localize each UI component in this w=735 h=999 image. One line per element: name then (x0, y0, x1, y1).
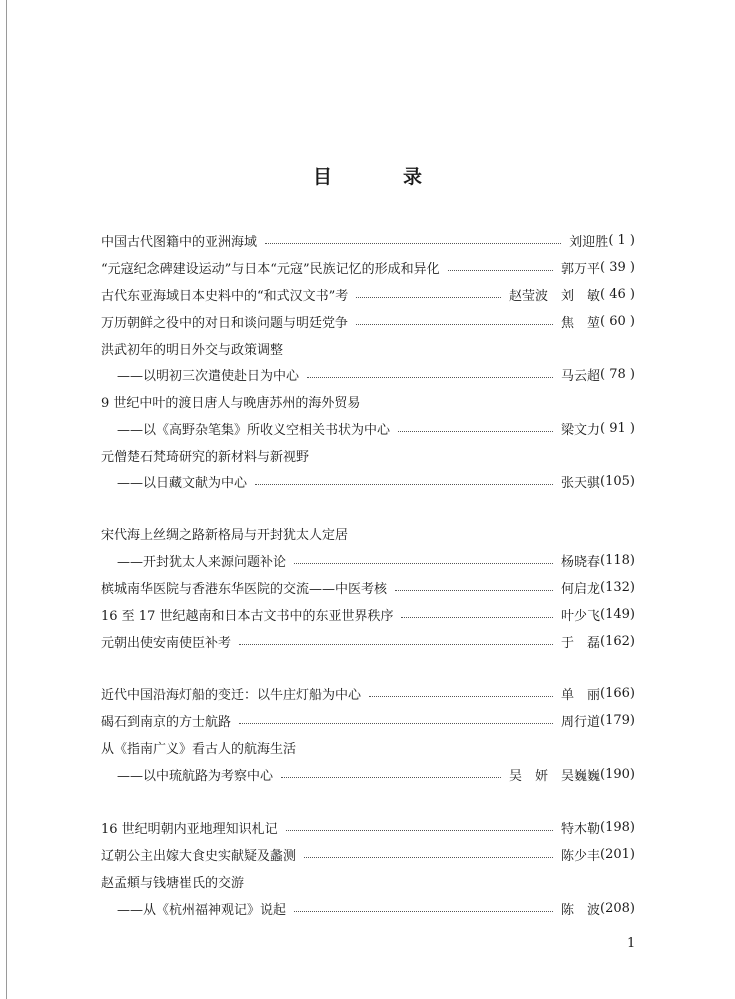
toc-entry (101, 230, 635, 250)
toc-entry (101, 871, 635, 891)
toc-entry-author: 梁文力 (561, 422, 601, 438)
toc-entry-page: (201) (600, 846, 635, 862)
toc-entry-page: ( 78 ) (600, 366, 635, 382)
toc-entry-page: (105) (600, 473, 635, 489)
toc-entry-title: ——以明初三次遣使赴日为中心 (117, 368, 300, 384)
toc-entry-title: 古代东亚海域日本史料中的“和式汉文书”考 (101, 288, 349, 304)
dot-leader (294, 911, 553, 912)
toc-entry-author: 焦 堃 (561, 315, 601, 331)
toc-entry (101, 550, 635, 570)
toc-entry-page: ( 60 ) (600, 313, 635, 329)
toc-entry-author: 马云超 (561, 368, 601, 384)
page-edge-line (6, 0, 7, 999)
toc-entry-page: (166) (600, 685, 635, 701)
toc-entry (101, 338, 635, 358)
toc-entry-title: ——以日藏文献为中心 (117, 475, 248, 491)
toc-entry (101, 764, 635, 784)
toc-entry-title: “元寇纪念碑建设运动”与日本“元寇”民族记忆的形成和异化 (101, 261, 440, 277)
toc-entry (101, 418, 635, 438)
toc-entry (101, 257, 635, 277)
toc-entry (101, 737, 635, 757)
dot-leader (286, 830, 553, 831)
toc-entry-author: 单 丽 (561, 687, 601, 703)
toc-entry-author: 赵莹波 刘 敏 (509, 288, 601, 304)
toc-entry-page: (118) (600, 552, 635, 568)
page-number: 1 (627, 936, 636, 951)
toc-entry-author: 周行道 (561, 714, 601, 730)
toc-entry (101, 471, 635, 491)
dot-leader (265, 243, 561, 244)
toc-entry (101, 391, 635, 411)
dot-leader (255, 484, 553, 485)
dot-leader (356, 324, 553, 325)
toc-entry (101, 817, 635, 837)
toc-entry-page: (198) (600, 819, 635, 835)
toc-entry (101, 364, 635, 384)
toc-entry-title: 从《指南广义》看古人的航海生活 (101, 741, 297, 757)
toc-entry-title: 16 世纪明朝内亚地理知识札记 (101, 821, 278, 837)
toc-entry-author: 陈少丰 (561, 848, 601, 864)
toc-entry-title: 元僧楚石梵琦研究的新材料与新视野 (101, 449, 310, 465)
toc-entry-title: ——开封犹太人来源问题补论 (117, 554, 287, 570)
dot-leader (239, 644, 553, 645)
toc-entry-page: (208) (600, 900, 635, 916)
toc-entry-page: ( 1 ) (608, 232, 635, 248)
toc-entry-page: (132) (600, 579, 635, 595)
toc-entry-title: 近代中国沿海灯船的变迁：以牛庄灯船为中心 (101, 687, 362, 703)
dot-leader (356, 297, 501, 298)
toc-entry-title: 赵孟頫与钱塘崔氏的交游 (101, 875, 245, 891)
toc-entry-page: ( 91 ) (600, 420, 635, 436)
toc-entry-title: ——以《高野杂笔集》所收义空相关书状为中心 (117, 422, 391, 438)
page-title: 目 录 (312, 166, 448, 188)
toc-entry (101, 523, 635, 543)
toc-entry-page: (162) (600, 633, 635, 649)
toc-entry-title: ——以中琉航路为考察中心 (117, 768, 274, 784)
toc-entry (101, 311, 635, 331)
dot-leader (304, 857, 553, 858)
dot-leader (401, 617, 553, 618)
toc-entry-title: 万历朝鲜之役中的对日和谈问题与明廷党争 (101, 315, 349, 331)
toc-entry-page: ( 39 ) (600, 259, 635, 275)
toc-entry-author: 陈 波 (561, 902, 601, 918)
toc-entry-author: 吴 妍 吴巍巍 (509, 768, 601, 784)
toc-entry-author: 叶少飞 (561, 608, 601, 624)
dot-leader (369, 696, 553, 697)
toc-entry (101, 577, 635, 597)
toc-entry-author: 刘迎胜 (569, 234, 609, 250)
dot-leader (239, 723, 553, 724)
toc-entry-title: 辽朝公主出嫁大食史实献疑及蠡测 (101, 848, 297, 864)
toc-entry-title: 碣石到南京的方士航路 (101, 714, 232, 730)
toc-entry-author: 张天骐 (561, 475, 601, 491)
toc-entry-title: 9 世纪中叶的渡日唐人与晚唐苏州的海外贸易 (101, 395, 361, 411)
dot-leader (398, 431, 553, 432)
toc-entry (101, 445, 635, 465)
toc-entry-page: ( 46 ) (600, 286, 635, 302)
toc-entry-author: 杨晓春 (561, 554, 601, 570)
toc-entry-page: (179) (600, 712, 635, 728)
toc-entry-page: (190) (600, 766, 635, 782)
toc-entry (101, 631, 635, 651)
toc-entry-title: ——从《杭州福神观记》说起 (117, 902, 287, 918)
toc-entry-title: 16 至 17 世纪越南和日本古文书中的东亚世界秩序 (101, 608, 394, 624)
dot-leader (307, 377, 553, 378)
toc-entry-author: 于 磊 (561, 635, 601, 651)
toc-entry-title: 宋代海上丝绸之路新格局与开封犹太人定居 (101, 527, 349, 543)
toc-entry (101, 284, 635, 304)
toc-entry-page: (149) (600, 606, 635, 622)
toc-entry (101, 844, 635, 864)
dot-leader (448, 270, 553, 271)
toc-entry-author: 何启龙 (561, 581, 601, 597)
dot-leader (281, 777, 501, 778)
toc-entry-title: 元朝出使安南使臣补考 (101, 635, 232, 651)
dot-leader (294, 563, 553, 564)
toc-entry-author: 郭万平 (561, 261, 601, 277)
toc-entry-author: 特木勒 (561, 821, 601, 837)
dot-leader (395, 590, 553, 591)
toc-entry (101, 710, 635, 730)
toc-entry (101, 604, 635, 624)
toc-entry-title: 槟城南华医院与香港东华医院的交流——中医考核 (101, 581, 388, 597)
toc-entry-title: 洪武初年的明日外交与政策调整 (101, 342, 284, 358)
toc-entry (101, 898, 635, 918)
toc-entry (101, 683, 635, 703)
toc-entry-title: 中国古代图籍中的亚洲海域 (101, 234, 258, 250)
